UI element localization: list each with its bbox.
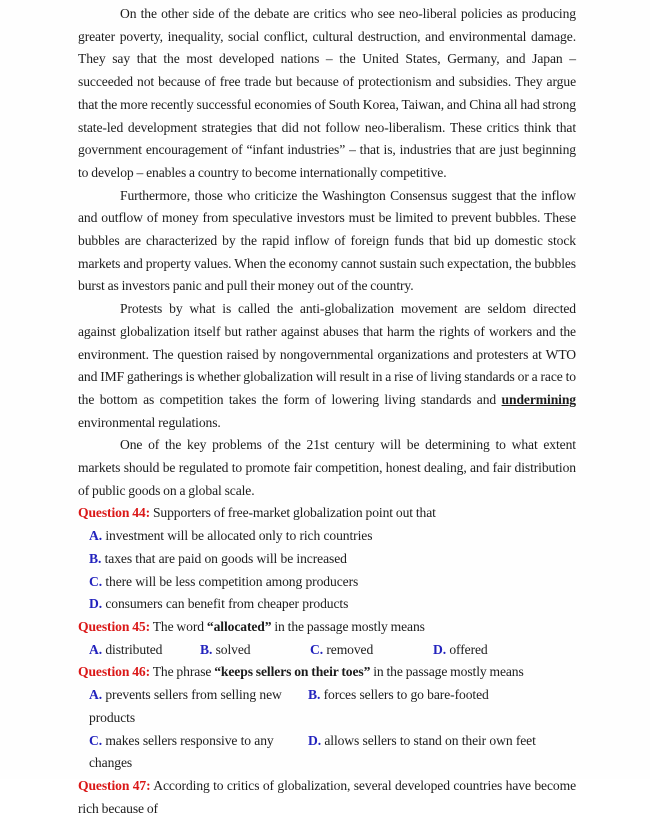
option-letter: A.	[89, 641, 103, 657]
passage-paragraph-2: Furthermore, those who criticize the Washington Consensus suggest that the inflow and outflow of money from speculative investors must be limited to prevent bubbles. These bubbles are characterized by the rapid inflow of foreign funds that bid up domestic stock markets and property values. When the economy cannot sustain such expectation, the bubbles burst as investors panic and pull their money out of the country.	[78, 187, 576, 294]
question-46-options	[89, 684, 576, 775]
question-45-stem-before: The word	[152, 618, 207, 634]
option-letter: C.	[89, 732, 103, 748]
question-44-stem: Supporters of free-market globalization point out that	[152, 505, 436, 521]
passage-paragraph-4: One of the key problems of the 21st century will be determining to what extent markets should be regulated to promote fair competition, honest dealing, and fair distribution of public goods on a global scale.	[78, 437, 576, 498]
option-text: investment will be allocated only to rich countries	[105, 528, 373, 544]
question-46-keyword: “keeps sellers on their toes”	[214, 664, 371, 680]
option-letter: C.	[89, 573, 103, 589]
option-letter: D.	[308, 732, 322, 748]
question-45-options	[89, 639, 576, 662]
option-c	[89, 571, 576, 594]
option-text: allows sellers to stand on their own feet	[324, 732, 536, 748]
question-45-keyword: “allocated”	[206, 618, 272, 634]
option-letter: B.	[200, 641, 213, 657]
option-letter: B.	[89, 550, 102, 566]
question-44	[78, 502, 576, 616]
question-45-label: Question 45:	[78, 618, 151, 634]
option-letter: D.	[433, 641, 447, 657]
question-47-stem: According to critics of globalization, several developed countries have become rich because of	[78, 777, 577, 816]
option-b	[89, 548, 576, 571]
passage-paragraph-3	[78, 298, 576, 434]
option-text: taxes that are paid on goods will be increased	[104, 550, 347, 566]
question-45-head	[78, 616, 576, 639]
option-text: removed	[326, 641, 374, 657]
option-c	[310, 639, 433, 662]
option-text: solved	[215, 641, 251, 657]
option-text: forces sellers to go bare-footed	[323, 687, 489, 703]
option-b	[200, 639, 310, 662]
option-a	[89, 525, 576, 548]
option-a	[89, 639, 200, 662]
option-text: offered	[449, 641, 488, 657]
option-a	[89, 684, 308, 729]
option-letter: A.	[89, 528, 103, 544]
question-47-label: Question 47:	[78, 777, 151, 793]
question-47	[78, 775, 576, 820]
option-c	[89, 730, 308, 775]
option-letter: D.	[89, 596, 103, 612]
question-46-stem-after: in the passage mostly means	[370, 664, 524, 680]
question-45-stem-after: in the passage mostly means	[271, 618, 425, 634]
option-text: distributed	[105, 641, 163, 657]
option-b	[308, 684, 576, 729]
question-46-label: Question 46:	[78, 664, 151, 680]
option-d	[308, 730, 576, 775]
option-d	[433, 639, 576, 662]
question-44-label: Question 44:	[78, 505, 151, 521]
underlined-keyword: undermining	[501, 391, 576, 407]
question-45	[78, 616, 576, 661]
passage-paragraph-1: On the other side of the debate are critics who see neo-liberal policies as producing greater poverty, inequality, social conflict, cultural destruction, and environmental damage. They say that the most developed nations – the United States, Germany, and Japan – succeeded not because of free trade but because of protectionism and subsidies. They argue that the more recently successful economies of South Korea, Taiwan, and China all had strong state-led development strategies that did not follow neo-liberalism. These critics think that government encouragement of “infant industries” – that is, industries that are just beginning to develop – enables a country to become internationally competitive.	[78, 6, 576, 180]
option-d	[89, 593, 576, 616]
option-text: prevents sellers from selling new products	[89, 687, 282, 725]
question-47-head	[78, 775, 576, 820]
option-letter: A.	[89, 687, 103, 703]
paragraph-text-after: environmental regulations.	[78, 414, 221, 430]
option-text: there will be less competition among producers	[105, 573, 359, 589]
option-text: makes sellers responsive to any changes	[89, 732, 274, 771]
question-46	[78, 661, 576, 775]
question-46-stem-before: The phrase	[152, 664, 215, 680]
option-text: consumers can benefit from cheaper products	[105, 596, 349, 612]
option-letter: B.	[308, 687, 321, 703]
paragraph-text-before: Protests by what is called the anti-globalization movement are seldom directed against globalization itself but rather against abuses that harm the rights of workers and the environment. The question raised by nongovernmental organizations and protesters at WTO and IMF gatherings is whether globalization will result in a rise of living standards or a race to the bottom as competition takes the form of lowering living standards and	[78, 301, 576, 407]
question-44-options	[78, 525, 576, 616]
option-letter: C.	[310, 641, 324, 657]
question-46-head	[78, 661, 576, 684]
question-44-head	[78, 502, 576, 525]
